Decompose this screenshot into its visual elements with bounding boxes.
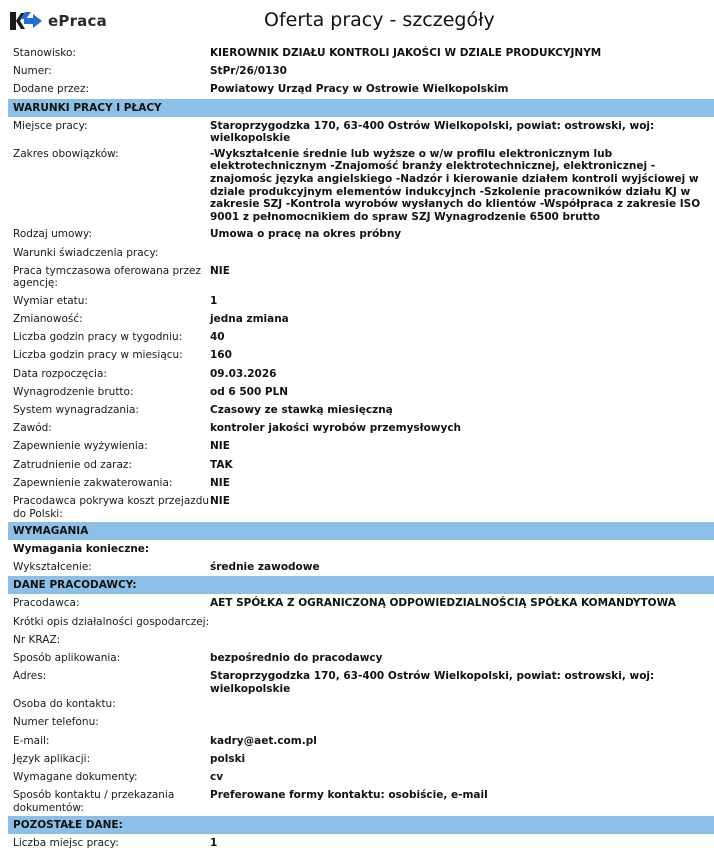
detail-row-data-rozpoczecia <box>8 365 714 383</box>
field-value: Preferowane formy kontaktu: osobiście, e-mail <box>210 789 488 802</box>
section-header-wymagania: WYMAGANIA <box>8 522 714 540</box>
detail-row-email <box>8 732 714 750</box>
detail-row-rodzaj-umowy <box>8 225 714 243</box>
field-value: 160 <box>210 349 232 362</box>
field-label: Liczba godzin pracy w tygodniu: <box>13 331 183 344</box>
detail-row-zakwaterowanie <box>8 474 714 492</box>
field-label: Wymiar etatu: <box>13 294 88 307</box>
field-value: jedna zmiana <box>210 313 289 326</box>
detail-row-koszt-przejazdu <box>8 492 714 522</box>
field-label: Wymagane dokumenty: <box>13 771 138 783</box>
field-value: NIE <box>210 494 230 507</box>
detail-row-adres <box>8 667 714 695</box>
field-label: Krótki opis działalności gospodarczej: <box>13 615 210 628</box>
email-link[interactable]: kadry@aet.com.pl <box>210 734 317 747</box>
detail-row-wyzywienie <box>8 437 714 455</box>
field-label: Wykształcenie: <box>13 561 92 574</box>
field-value <box>210 695 714 713</box>
field-value <box>210 631 714 649</box>
detail-row-opis-dzialalnosci <box>8 613 714 631</box>
detail-row-wyksztalcenie <box>8 558 714 576</box>
field-label: Numer telefonu: <box>13 716 99 729</box>
field-label: Praca tymczasowa oferowana przez agencję: <box>13 264 201 290</box>
field-value: 1 <box>210 294 218 307</box>
subheading-wymagania-konieczne: Wymagania konieczne: <box>13 543 150 556</box>
logo-text: ePraca <box>48 12 107 30</box>
section-header-pozostale: POZOSTAŁE DANE: <box>8 816 714 834</box>
field-label: Sposób aplikowania: <box>13 651 121 664</box>
field-value: 1 <box>210 837 218 850</box>
detail-row-godziny-miesiac <box>8 346 714 364</box>
detail-row-od-zaraz <box>8 456 714 474</box>
field-label: Data rozpoczęcia: <box>13 367 107 380</box>
detail-row-nr-kraz <box>8 631 714 649</box>
field-label: Dodane przez: <box>13 83 90 96</box>
field-label: Nr KRAZ: <box>13 633 61 646</box>
detail-row-zawod <box>8 419 714 437</box>
field-label: Język aplikacji: <box>13 752 91 765</box>
field-label: Numer: <box>13 65 52 78</box>
epraca-logo-icon <box>9 10 43 32</box>
field-value: cv <box>210 771 224 783</box>
detail-row-stanowisko <box>8 44 714 62</box>
field-value <box>273 613 714 631</box>
field-label: Sposób kontaktu / przekazania dokumentów: <box>13 789 175 814</box>
field-label: Zatrudnienie od zaraz: <box>13 458 132 471</box>
epraca-logo[interactable] <box>9 9 107 33</box>
detail-row-godziny-tydzien <box>8 328 714 346</box>
field-value: -Wykształcenie średnie lub wyższe o w/w profilu elektronicznym lub elektrotechnicznym -Znajomość branży elektrotechnicznej, elektronicznej -znajomośc języka angielskiego -Nadzór i kierowanie działem kontroli wyjściowej w dziale produkcyjnym elementów indukcyjnch -Szkolenie pracowników działu KJ w zakresie SZJ -Kontrola wyrobów wysłanych do klientów -Współpraca z zakresie ISO 9001 z pełnomocnikiem do spraw SZJ Wynagrodzenie 6500 brutto <box>210 147 701 223</box>
offer-details <box>8 44 714 853</box>
field-value: TAK <box>210 458 233 471</box>
detail-row-numer <box>8 62 714 80</box>
field-value: Umowa o pracę na okres próbny <box>210 228 402 241</box>
field-label: Pracodawca pokrywa koszt przejazdu do Polski: <box>13 494 210 520</box>
detail-row-zmianowosc <box>8 310 714 328</box>
field-label: Pracodawca: <box>13 597 80 610</box>
field-value: NIE <box>210 476 230 489</box>
detail-row-praca-tymczasowa <box>8 262 714 292</box>
field-value: Staroprzygodzka 170, 63-400 Ostrów Wielkopolski, powiat: ostrowski, woj: wielkopolskie <box>210 670 655 695</box>
field-label: Stanowisko: <box>13 47 76 59</box>
page-header <box>0 0 714 44</box>
field-value: KIEROWNIK DZIAŁU KONTROLI JAKOŚCI W DZIALE PRODUKCYJNYM <box>210 47 602 59</box>
detail-row-telefon <box>8 713 714 731</box>
detail-row-wynagrodzenie <box>8 383 714 401</box>
field-label: System wynagradzania: <box>13 404 139 416</box>
detail-row-dokumenty <box>8 768 714 786</box>
field-label: Zmianowość: <box>13 313 83 326</box>
detail-row-miejsce-pracy <box>8 117 714 145</box>
field-value <box>210 244 714 262</box>
field-value: NIE <box>210 440 230 453</box>
field-value: Czasowy ze stawką miesięczną <box>210 404 393 416</box>
section-header-warunki: WARUNKI PRACY I PŁACY <box>8 99 714 117</box>
field-value <box>210 713 714 731</box>
detail-row-pracodawca <box>8 594 714 612</box>
detail-row-liczba-miejsc <box>8 834 714 852</box>
detail-row-zakres-obowiazkow <box>8 145 714 226</box>
field-value: NIE <box>210 264 230 277</box>
page-title: Oferta pracy - szczegóły <box>264 9 495 31</box>
field-label: Rodzaj umowy: <box>13 228 92 241</box>
field-label: Zawód: <box>13 422 52 435</box>
field-value: AET SPÓŁKA Z OGRANICZONĄ ODPOWIEDZIALNOŚCIĄ SPÓŁKA KOMANDYTOWA <box>210 597 676 610</box>
field-label: E-mail: <box>13 734 50 747</box>
field-value: 09.03.2026 <box>210 367 277 380</box>
detail-row-jezyk <box>8 750 714 768</box>
field-label: Warunki świadczenia pracy: <box>13 246 159 259</box>
detail-row-system-wynagradzania <box>8 401 714 419</box>
field-label: Zapewnienie wyżywienia: <box>13 440 148 453</box>
field-value: kontroler jakości wyrobów przemysłowych <box>210 422 462 435</box>
field-label: Adres: <box>13 670 47 683</box>
section-header-pracodawca: DANE PRACODAWCY: <box>8 576 714 594</box>
field-value: średnie zawodowe <box>210 561 320 574</box>
field-label: Liczba miejsc pracy: <box>13 837 119 850</box>
field-value: bezpośrednio do pracodawcy <box>210 651 383 664</box>
detail-row-warunki-swiadczenia <box>8 244 714 262</box>
detail-row-dodane-przez <box>8 80 714 98</box>
field-value: StPr/26/0130 <box>210 65 287 78</box>
detail-row-sposob-kontaktu <box>8 786 714 816</box>
field-value: 40 <box>210 331 225 344</box>
detail-row-osoba-kontakt <box>8 695 714 713</box>
field-value: polski <box>210 752 246 765</box>
field-label: Liczba godzin pracy w miesiącu: <box>13 349 183 362</box>
detail-row-sposob-aplikowania <box>8 649 714 667</box>
field-value: Powiatowy Urząd Pracy w Ostrowie Wielkopolskim <box>210 83 509 96</box>
field-label: Osoba do kontaktu: <box>13 698 116 711</box>
field-value: Staroprzygodzka 170, 63-400 Ostrów Wielkopolski, powiat: ostrowski, woj: wielkopolskie <box>210 119 655 145</box>
field-label: Zapewnienie zakwaterowania: <box>13 476 173 489</box>
field-label: Wynagrodzenie brutto: <box>13 385 134 398</box>
field-value: od 6 500 PLN <box>210 385 289 398</box>
detail-row-wymiar-etatu <box>8 292 714 310</box>
field-label: Zakres obowiązków: <box>13 147 119 160</box>
field-label: Miejsce pracy: <box>13 119 88 132</box>
